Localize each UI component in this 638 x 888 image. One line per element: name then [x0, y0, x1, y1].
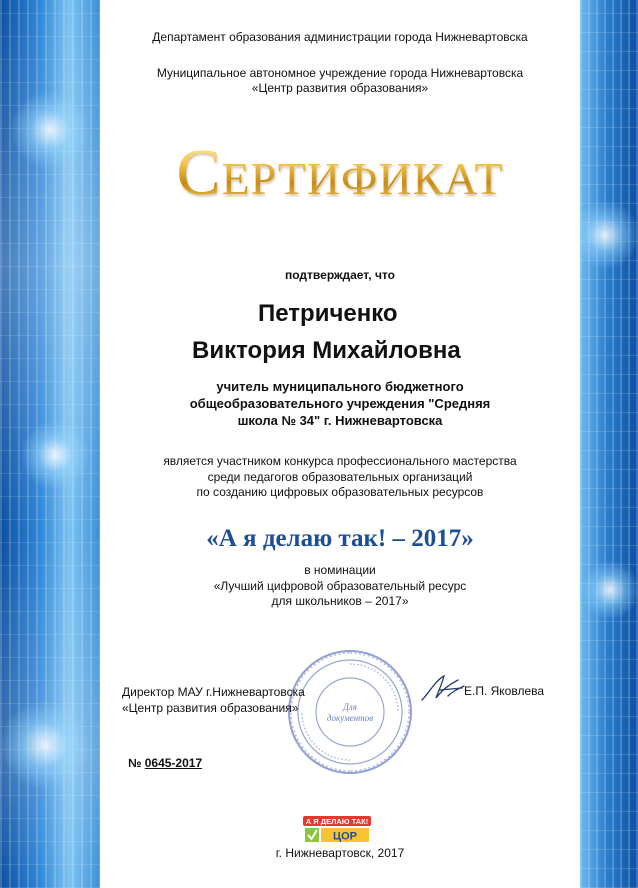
contest-logo [302, 815, 372, 845]
certificate-title: Сертификат [100, 140, 580, 206]
left-decorative-border [0, 0, 100, 888]
participation-line-2: среди педагогов образовательных организаций [207, 469, 473, 484]
stamp-ring-text-marks [291, 653, 409, 771]
signatory-name: Е.П. Яковлева [464, 684, 545, 698]
participation-text [100, 454, 580, 501]
certificate-content [100, 0, 580, 888]
position-line-3: школа № 34" г. Нижневартовска [237, 413, 443, 428]
nomination-text [100, 563, 580, 610]
recipient-position [100, 378, 580, 429]
participation-line-3: по созданию цифровых образовательных ресурсов [196, 485, 484, 499]
department-name: Департамент образования администрации города Нижневартовска [152, 30, 528, 44]
position-line-1: учитель муниципального бюджетного [216, 379, 464, 394]
certificate-number-label: № [128, 756, 142, 770]
stamp-inner-ring [316, 678, 384, 746]
nomination-line-2: «Лучший цифровой образовательный ресурс [213, 578, 467, 593]
handwritten-signature [418, 670, 466, 706]
nomination-line-1: в номинации [304, 563, 376, 577]
city-and-year: г. Нижневартовск, 2017 [275, 846, 405, 860]
institution-line-1: Муниципальное автономное учреждение города Нижневартовска [156, 66, 524, 80]
signatory-title-line-2: «Центр развития образования» [122, 701, 299, 715]
certificate-number-value: 0645-2017 [144, 756, 203, 770]
position-line-2: общеобразовательного учреждения "Средняя [189, 396, 491, 411]
logo-top-text: А Я ДЕЛАЮ ТАК! [305, 817, 369, 826]
glow-decoration [580, 560, 638, 620]
recipient-given-names: Виктория Михайловна [192, 337, 461, 364]
glow-decoration [580, 200, 638, 270]
glow-decoration [10, 90, 90, 170]
confirms-text: подтверждает, что [285, 268, 395, 282]
signatory-title-line-1: Директор МАУ г.Нижневартовска [122, 685, 305, 699]
official-stamp [286, 648, 414, 776]
glow-decoration [20, 420, 90, 490]
stamp-outer-ring [289, 651, 411, 773]
stamp-center-line-2: документов [326, 713, 374, 723]
page-number: 1 [500, 873, 506, 884]
participation-line-1: является участником конкурса профессионального мастерства [163, 454, 517, 468]
recipient-surname: Петриченко [258, 300, 398, 327]
logo-bottom-text: ЦОР [333, 830, 357, 843]
signatory-title [122, 684, 305, 716]
nomination-line-3: для школьников – 2017» [271, 594, 409, 608]
right-decorative-border [580, 0, 638, 888]
stamp-center-line-1: Для [343, 702, 357, 712]
institution-name [100, 66, 580, 96]
certificate-number [128, 756, 202, 770]
institution-line-2: «Центр развития образования» [251, 81, 429, 95]
stamp-middle-ring [298, 660, 402, 764]
glow-decoration [0, 700, 90, 790]
contest-name: «А я делаю так! – 2017» [206, 525, 474, 552]
